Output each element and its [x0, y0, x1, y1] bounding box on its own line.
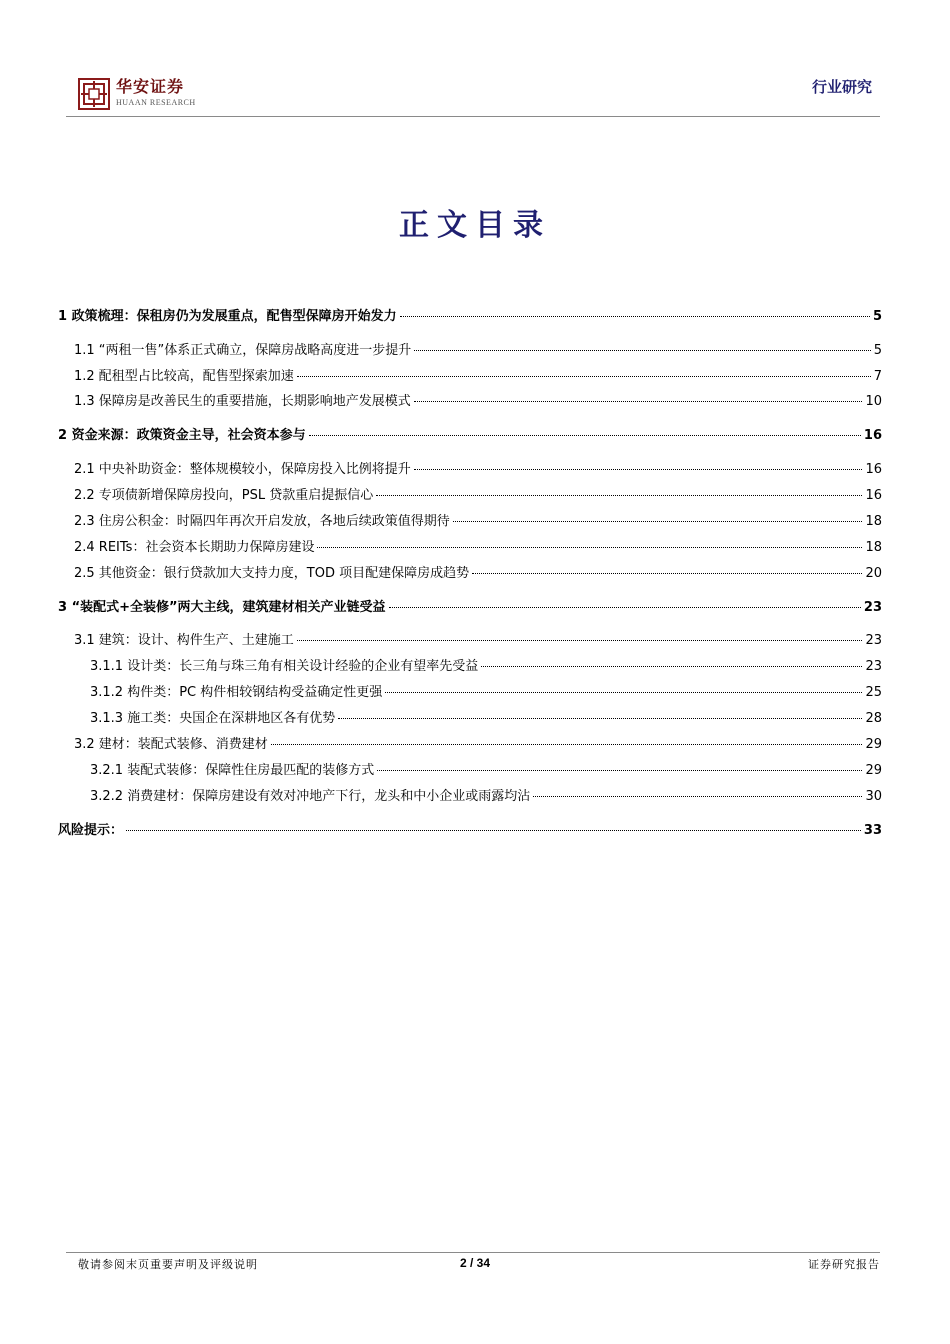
toc-entry[interactable] [58, 822, 882, 840]
toc-entry[interactable] [58, 539, 882, 557]
toc-entry[interactable] [58, 788, 882, 806]
toc-leader-dots [297, 640, 863, 641]
toc-entry-label: 2 资金来源：政策资金主导，社会资本参与 [58, 428, 306, 443]
toc-leader-dots [297, 376, 871, 377]
toc-entry-label: 3.1.3 施工类：央国企在深耕地区各有优势 [90, 711, 336, 726]
toc-leader-dots [338, 718, 862, 719]
toc-entry[interactable] [58, 513, 882, 531]
toc-entry-page: 30 [865, 789, 882, 804]
toc-leader-dots [533, 796, 862, 797]
toc-leader-dots [126, 830, 861, 831]
footer-disclaimer: 敬请参阅末页重要声明及评级说明 [78, 1258, 258, 1271]
toc-entry[interactable] [58, 684, 882, 702]
toc-entry-page: 7 [873, 369, 882, 384]
toc-leader-dots [376, 495, 862, 496]
toc-entry-label: 1.3 保障房是改善民生的重要措施，长期影响地产发展模式 [74, 394, 411, 409]
toc-entry-page: 29 [865, 737, 882, 752]
toc-entry-page: 23 [865, 633, 882, 648]
toc-entry-label: 2.1 中央补助资金：整体规模较小，保障房投入比例将提升 [74, 462, 411, 477]
toc-entry-page: 18 [865, 540, 882, 555]
toc-entry-label: 2.3 住房公积金：时隔四年再次开启发放，各地后续政策值得期待 [74, 514, 450, 529]
toc-entry-page: 5 [873, 343, 882, 358]
toc-leader-dots [414, 350, 870, 351]
toc-entry[interactable] [58, 368, 882, 386]
toc-leader-dots [377, 770, 862, 771]
toc-entry-label: 3.2.1 装配式装修：保障性住房最匹配的装修方式 [90, 763, 375, 778]
brand-name: 华安证券 [116, 77, 185, 96]
toc-entry[interactable] [58, 342, 882, 360]
toc-entry-label: 1.2 配租型占比较高，配售型探索加速 [74, 369, 294, 384]
toc-entry-label: 风险提示： [58, 823, 124, 838]
toc-leader-dots [414, 469, 863, 470]
toc-leader-dots [271, 744, 863, 745]
toc-entry-label: 3.1.1 设计类：长三角与珠三角有相关设计经验的企业有望率先受益 [90, 659, 479, 674]
toc-entry-label: 1 政策梳理：保租房仍为发展重点，配售型保障房开始发力 [58, 309, 397, 324]
toc-entry-page: 23 [863, 600, 882, 615]
toc-entry-page: 10 [865, 394, 882, 409]
toc-entry-label: 3 “装配式+全装修”两大主线，建筑建材相关产业链受益 [58, 600, 386, 615]
toc-entry[interactable] [58, 565, 882, 583]
toc-entry[interactable] [58, 487, 882, 505]
toc-entry-page: 18 [865, 514, 882, 529]
toc-entry-label: 2.4 REITs：社会资本长期助力保障房建设 [74, 540, 315, 555]
toc-entry-page: 5 [872, 309, 882, 324]
toc-entry[interactable] [58, 461, 882, 479]
toc-entry-page: 33 [863, 823, 882, 838]
section-tag: 行业研究 [811, 78, 872, 96]
toc-leader-dots [317, 547, 862, 548]
toc-entry[interactable] [58, 762, 882, 780]
toc-entry-page: 16 [863, 428, 882, 443]
page-header [0, 0, 950, 120]
toc-leader-dots [389, 607, 861, 608]
header-divider [66, 116, 880, 117]
footer-report-type: 证券研究报告 [808, 1258, 880, 1271]
toc-leader-dots [472, 573, 862, 574]
toc-leader-dots [453, 521, 863, 522]
brand [116, 78, 196, 107]
toc-leader-dots [481, 666, 862, 667]
toc-entry-label: 2.2 专项债新增保障房投向，PSL 贷款重启提振信心 [74, 488, 374, 503]
toc-entry-label: 3.2 建材：装配式装修、消费建材 [74, 737, 268, 752]
toc-leader-dots [400, 316, 870, 317]
toc-leader-dots [414, 401, 863, 402]
footer-divider [66, 1252, 880, 1253]
toc-leader-dots [309, 435, 861, 436]
toc-entry-page: 29 [865, 763, 882, 778]
toc-entry-page: 25 [865, 685, 882, 700]
toc-entry-label: 2.5 其他资金：银行贷款加大支持力度，TOD 项目配建保障房成趋势 [74, 566, 470, 581]
toc-entry-page: 20 [865, 566, 882, 581]
toc-entry-page: 16 [865, 488, 882, 503]
toc-entry[interactable] [58, 427, 882, 445]
toc-entry-label: 3.1 建筑：设计、构件生产、土建施工 [74, 633, 294, 648]
toc-entry[interactable] [58, 393, 882, 411]
toc-entry[interactable] [58, 599, 882, 617]
toc-entry[interactable] [58, 658, 882, 676]
toc-entry-label: 1.1 “两租一售”体系正式确立，保障房战略高度进一步提升 [74, 343, 412, 358]
toc-entry-page: 23 [865, 659, 882, 674]
page-number: 2 / 34 [459, 1256, 491, 1270]
toc-entry[interactable] [58, 632, 882, 650]
toc-entry-page: 28 [865, 711, 882, 726]
huaan-logo-icon [78, 78, 110, 110]
toc-entry-page: 16 [865, 462, 882, 477]
toc-entry-label: 3.1.2 构件类：PC 构件相较钢结构受益确定性更强 [90, 685, 383, 700]
page-title: 正文目录 [399, 208, 551, 243]
toc-entry-label: 3.2.2 消费建材：保障房建设有效对冲地产下行，龙头和中小企业或雨露均沾 [90, 789, 531, 804]
toc-leader-dots [385, 692, 862, 693]
toc-entry[interactable] [58, 736, 882, 754]
toc-entry[interactable] [58, 308, 882, 326]
brand-name-en: HUAAN RESEARCH [116, 98, 196, 107]
toc-entry[interactable] [58, 710, 882, 728]
